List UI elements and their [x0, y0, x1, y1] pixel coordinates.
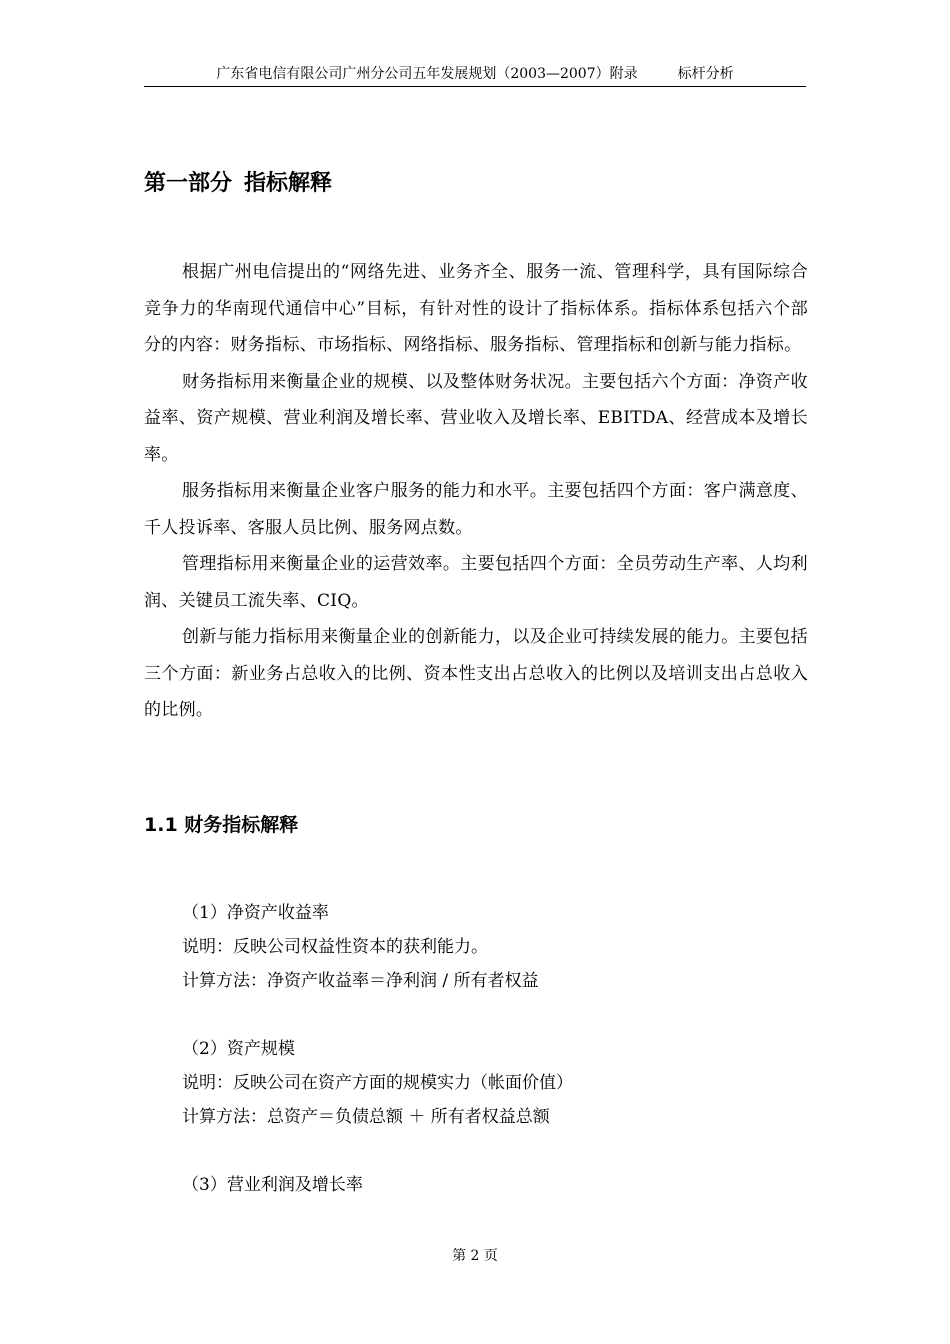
header-document-title: 广东省电信有限公司广州分公司五年发展规划（2003—2007）附录: [216, 66, 638, 82]
indicator-title: （1）净资产收益率: [182, 903, 329, 923]
indicator-method: 计算方法：总资产＝负债总额 ＋ 所有者权益总额: [182, 1107, 550, 1127]
intro-paragraph: 服务指标用来衡量企业客户服务的能力和水平。主要包括四个方面：客户满意度、千人投诉率、客服人员比例、服务网点数。: [144, 481, 808, 538]
indicator-title: （2）资产规模: [182, 1039, 295, 1059]
intro-paragraph: 创新与能力指标用来衡量企业的创新能力，以及企业可持续发展的能力。主要包括三个方面：新业务占总收入的比例、资本性支出占总收入的比例以及培训支出占总收入的比例。: [144, 627, 808, 720]
intro-paragraph: 管理指标用来衡量企业的运营效率。主要包括四个方面：全员劳动生产率、人均利润、关键员工流失率、CIQ。: [144, 554, 808, 611]
page-header: [144, 64, 806, 87]
section-title: 1.1 财务指标解释: [144, 814, 299, 836]
intro-paragraph: 财务指标用来衡量企业的规模、以及整体财务状况。主要包括六个方面：净资产收益率、资产规模、营业利润及增长率、营业收入及增长率、EBITDA、经营成本及增长率。: [144, 371, 808, 465]
indicator-title: （3）营业利润及增长率: [182, 1175, 363, 1195]
header-section-label: 标杆分析: [677, 66, 734, 82]
indicator-item: [182, 1032, 802, 1134]
part-number: 第一部分: [144, 171, 233, 196]
intro-paragraph: 根据广州电信提出的“网络先进、业务齐全、服务一流、管理科学，具有国际综合竞争力的华南现代通信中心”目标，有针对性的设计了指标体系。指标体系包括六个部分的内容：财务指标、市场指标、网络指标、服务指标、管理指标和创新与能力指标。: [144, 262, 808, 355]
intro-text: [144, 254, 808, 729]
indicator-list: [182, 896, 802, 1236]
indicator-description: 说明：反映公司权益性资本的获利能力。: [182, 937, 488, 957]
indicator-item: [182, 896, 802, 998]
part-name: 指标解释: [244, 171, 333, 196]
indicator-item: [182, 1168, 802, 1202]
part-title: [144, 167, 332, 201]
indicator-method: 计算方法：净资产收益率＝净利润 / 所有者权益: [182, 971, 539, 991]
indicator-description: 说明：反映公司在资产方面的规模实力（帐面价值）: [182, 1073, 573, 1093]
page-number: 第 2 页: [452, 1248, 498, 1264]
page-footer: [0, 1247, 950, 1265]
